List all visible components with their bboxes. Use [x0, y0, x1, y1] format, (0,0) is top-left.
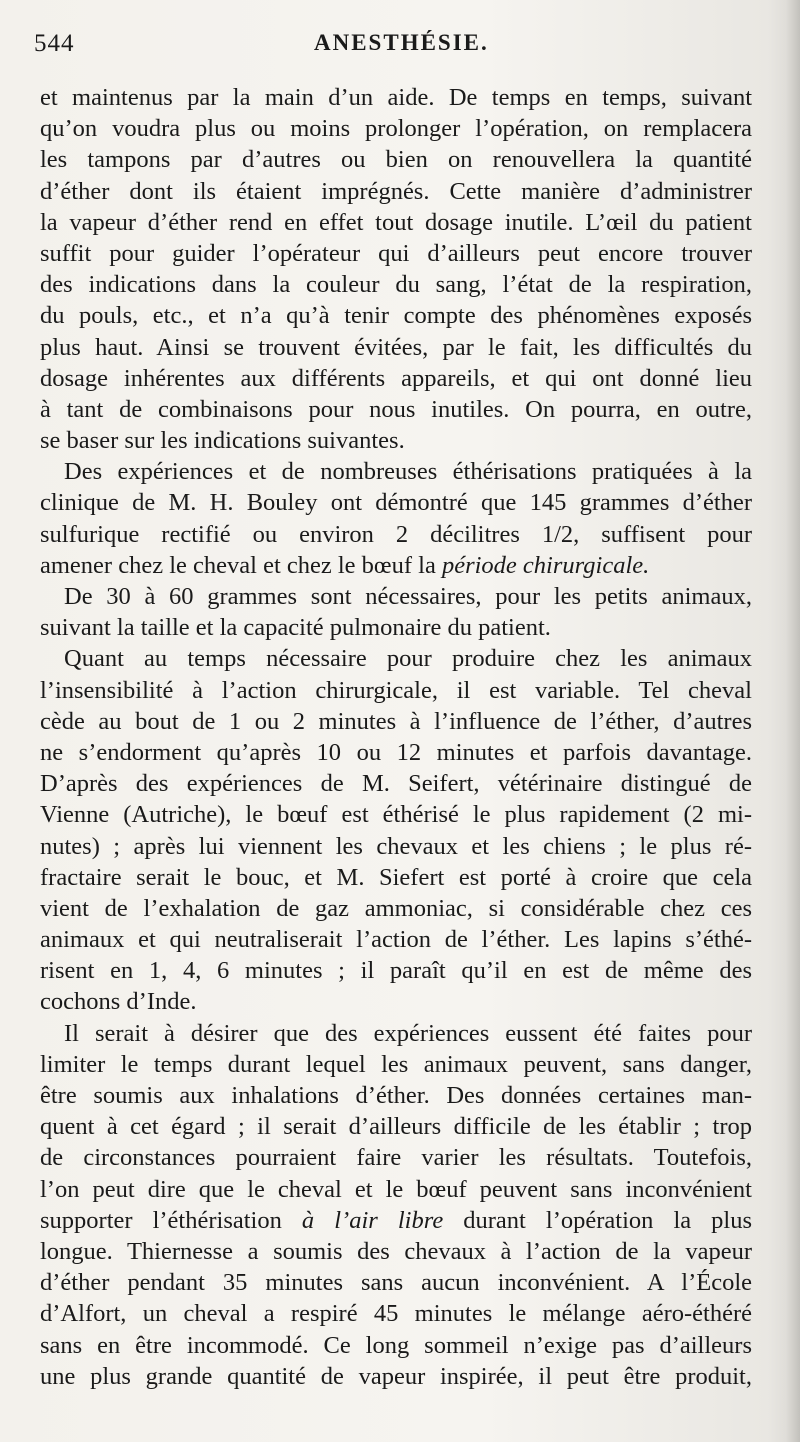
text-line: d’éther pendant 35 minutes sans aucun inconvénient. A l’École	[40, 1269, 752, 1297]
text-line: dosage inhérentes aux différents appareils, et qui ont donné lieu	[40, 364, 752, 392]
text-line: d’éther dont ils étaient imprégnés. Cette manière d’administrer	[40, 177, 752, 205]
text-line: quent à cet égard ; il serait d’ailleurs difficile de les établir ; trop	[40, 1113, 752, 1141]
text-line: les tampons par d’autres ou bien on renouvellera la quantité	[40, 146, 752, 174]
text-line: suivant la taille et la capacité pulmonaire du patient.	[40, 614, 551, 642]
text-segment: durant l’opération la plus	[463, 1206, 752, 1234]
text-line: plus haut. Ainsi se trouvent évitées, par le fait, les difficultés du	[40, 333, 752, 361]
text-line: l’on peut dire que le cheval et le bœuf peuvent sans inconvénient	[40, 1175, 752, 1203]
page-edge-shadow	[786, 0, 800, 1442]
text-line: Vienne (Autriche), le bœuf est éthérisé le plus rapidement (2 mi-	[40, 801, 752, 829]
text-line: suffit pour guider l’opérateur qui d’ailleurs peut encore trouver	[40, 239, 752, 267]
text-line: Il serait à désirer que des expériences eussent été faites pour	[64, 1019, 752, 1047]
italic-term: période chirurgicale.	[441, 551, 650, 579]
text-line: Quant au temps nécessaire pour produire chez les animaux	[64, 645, 752, 673]
text-line: l’insensibilité à l’action chirurgicale, il est variable. Tel cheval	[40, 676, 752, 704]
text-line: D’après des expériences de M. Seifert, vétérinaire distingué de	[40, 770, 752, 798]
text-line: clinique de M. H. Bouley ont démontré que 145 grammes d’éther	[40, 489, 752, 517]
text-line	[40, 1205, 752, 1236]
text-line: longue. Thiernesse a soumis des chevaux à l’action de la vapeur	[40, 1237, 752, 1265]
text-segment: supporter l’éthérisation	[40, 1206, 282, 1234]
text-line: des indications dans la couleur du sang, l’état de la respiration,	[40, 271, 752, 299]
text-line: fractaire serait le bouc, et M. Siefert est porté à croire que cela	[40, 863, 752, 891]
text-segment: amener chez le cheval et chez le bœuf la	[40, 551, 436, 579]
text-line: de circonstances pourraient faire varier les résultats. Toutefois,	[40, 1144, 752, 1172]
page-number: 544	[34, 30, 75, 57]
text-line: animaux et qui neutraliserait l’action de l’éther. Les lapins s’éthé-	[40, 926, 752, 954]
text-line: sans en être incommodé. Ce long sommeil n’exige pas d’ailleurs	[40, 1331, 752, 1359]
text-line: d’Alfort, un cheval a respiré 45 minutes le mélange aéro-éthéré	[40, 1300, 752, 1328]
header-title: ANESTHÉSIE.	[314, 30, 489, 55]
text-line: ne s’endorment qu’après 10 ou 12 minutes et parfois davantage.	[40, 738, 752, 766]
text-line: et maintenus par la main d’un aide. De temps en temps, suivant	[40, 84, 752, 111]
text-line: risent en 1, 4, 6 minutes ; il paraît qu’il en est de même des	[40, 957, 752, 985]
text-line: être soumis aux inhalations d’éther. Des données certaines man-	[40, 1082, 752, 1109]
running-head	[34, 30, 764, 64]
text-line: qu’on voudra plus ou moins prolonger l’opération, on remplacera	[40, 115, 752, 143]
text-line: limiter le temps durant lequel les animaux peuvent, sans danger,	[40, 1050, 752, 1078]
text-line: De 30 à 60 grammes sont nécessaires, pour les petits animaux,	[64, 583, 752, 610]
text-line: cochons d’Inde.	[40, 988, 197, 1016]
text-line: cède au bout de 1 ou 2 minutes à l’influence de l’éther, d’autres	[40, 707, 752, 735]
text-line: Des expériences et de nombreuses éthérisations pratiquées à la	[64, 458, 752, 486]
body-text	[40, 82, 752, 1392]
text-line: sulfurique rectifié ou environ 2 décilitres 1/2, suffisent pour	[40, 520, 752, 548]
text-line: se baser sur les indications suivantes.	[40, 427, 405, 455]
text-line: vient de l’exhalation de gaz ammoniac, si considérable chez ces	[40, 894, 752, 922]
text-line: à tant de combinaisons pour nous inutiles. On pourra, en outre,	[40, 395, 752, 423]
text-line: du pouls, etc., et n’a qu’à tenir compte des phénomènes exposés	[40, 302, 752, 330]
text-line: nutes) ; après lui viennent les chevaux et les chiens ; le plus ré-	[40, 832, 752, 860]
text-line: la vapeur d’éther rend en effet tout dosage inutile. L’œil du patient	[40, 208, 752, 236]
text-line: une plus grande quantité de vapeur inspirée, il peut être produit,	[40, 1362, 752, 1390]
text-line	[40, 550, 752, 581]
italic-term: à l’air libre	[301, 1206, 444, 1234]
